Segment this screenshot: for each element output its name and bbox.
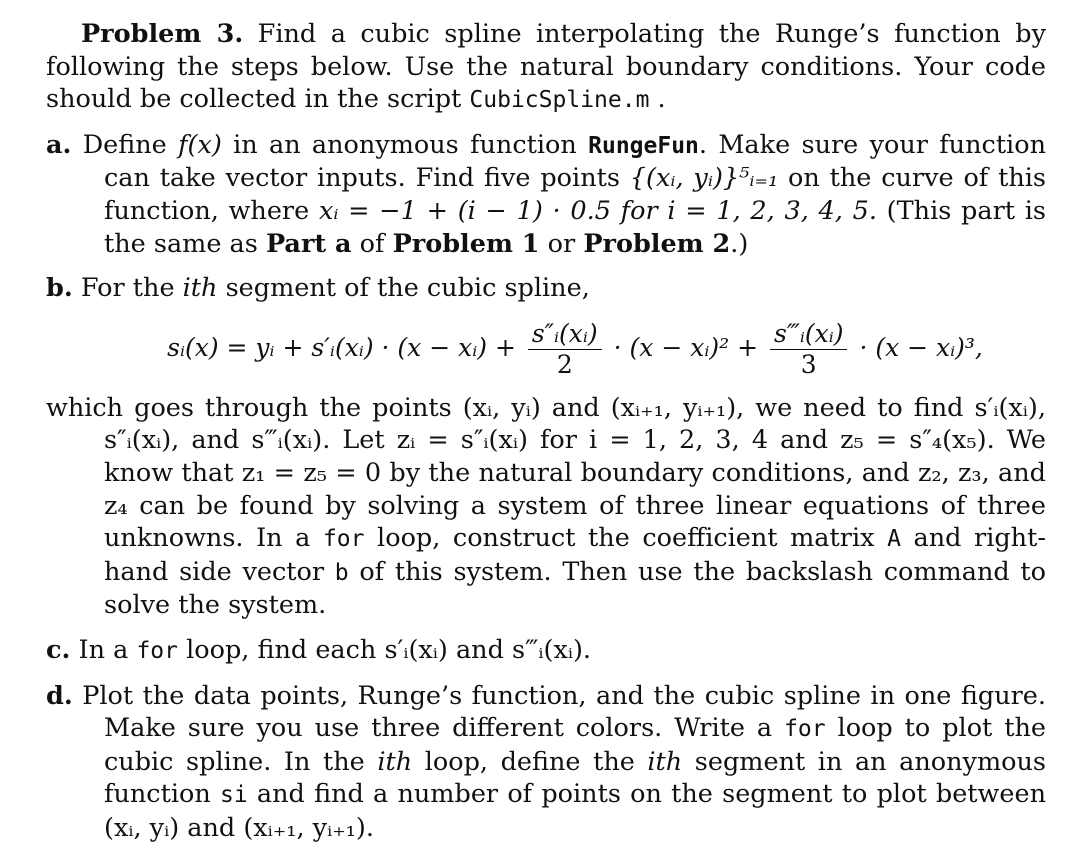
part-d-label: d. — [46, 681, 73, 711]
part-a-label: a. — [46, 130, 71, 160]
code-for-keyword: for — [323, 526, 365, 552]
part-b-label: b. — [46, 273, 73, 303]
problem-heading: Problem 3. — [81, 19, 243, 49]
fraction-third-derivative — [770, 319, 848, 380]
part-a-text: . Make sure your function can take vector inputs. Find five points — [104, 130, 1046, 194]
part-a-text: or — [540, 229, 584, 259]
intro-text-2: . — [649, 84, 665, 114]
problem-2-ref: Problem 2 — [583, 229, 730, 259]
part-a — [46, 129, 1046, 260]
math-ith: ith — [647, 747, 682, 777]
math-point-set: {(xᵢ, yᵢ)}⁵ᵢ₌₁ — [630, 163, 778, 193]
part-d-text: and find a number of points on the segment to plot between (xᵢ, yᵢ) and (xᵢ₊₁, yᵢ₊₁). — [104, 779, 1046, 843]
part-c-label: c. — [46, 635, 70, 665]
math-fx: f(x) — [178, 130, 222, 160]
problem-1-ref: Problem 1 — [393, 229, 540, 259]
spline-equation — [46, 319, 1046, 380]
math-ith: ith — [377, 747, 412, 777]
fraction-denominator: 3 — [770, 350, 848, 380]
code-for-keyword: for — [136, 638, 178, 664]
part-a-text: in an anonymous function — [222, 130, 588, 160]
fraction-denominator: 2 — [528, 350, 602, 380]
problem-document — [46, 18, 1046, 844]
math-xi-formula: xᵢ = −1 + (i − 1) · 0.5 for i = 1, 2, 3, 4, 5. — [319, 196, 877, 226]
part-d-text: loop to plot the cubic spline. In the — [104, 713, 1046, 777]
fraction-numerator: s″ᵢ(xᵢ) — [528, 319, 602, 350]
code-si: si — [220, 782, 248, 808]
part-a-ref: Part a — [266, 229, 352, 259]
part-b-text: which goes through the points (xᵢ, yᵢ) and (xᵢ₊₁, yᵢ₊₁), we need to find s′ᵢ(xᵢ), s″ᵢ(xᵢ), and s‴ᵢ(xᵢ). Let zᵢ = s″ᵢ(xᵢ) for i = 1, 2, 3, 4 and z₅ = s″₄(x₅). We know that z₁ = z₅ = 0 by the natural boundary conditions, and z₂, z₃, and z₄ can be found by solving a system of three linear equations of three unknowns. In a — [46, 393, 1046, 553]
part-c — [46, 634, 1046, 668]
equation-lhs: sᵢ(x) = yᵢ + s′ᵢ(xᵢ) · (x − xᵢ) + — [167, 333, 516, 362]
part-d-text: Plot the data points, Runge’s function, and the cubic spline in one figure. Make sure you use three different colors. Write a — [73, 681, 1046, 744]
part-a-text: Define — [71, 130, 178, 160]
part-d-text: loop, define the — [412, 747, 647, 777]
math-ith: ith — [183, 273, 218, 303]
part-c-text: In a — [70, 635, 136, 665]
fraction-second-derivative — [528, 319, 602, 380]
part-b-text: and right-hand side vector — [104, 523, 1046, 587]
part-d — [46, 680, 1046, 844]
script-name: CubicSpline.m — [469, 87, 649, 113]
part-b-text: For the — [73, 273, 183, 303]
part-b-continuation — [46, 392, 1046, 622]
part-a-text: of — [352, 229, 393, 259]
fraction-numerator: s‴ᵢ(xᵢ) — [770, 319, 848, 350]
code-matrix-a: A — [887, 526, 901, 552]
part-a-text: .) — [730, 229, 748, 259]
intro-text-1: Find a cubic spline interpolating the Runge’s function by following the steps below. Use the natural boundary conditions. Your code should be collected in the script — [46, 19, 1046, 114]
part-d-text: segment in an anonymous function — [104, 747, 1046, 810]
part-a-text: on the curve of this function, where — [104, 163, 1046, 226]
equation-middle: · (x − xᵢ)² + — [614, 333, 758, 362]
equation-end: · (x − xᵢ)³, — [859, 333, 982, 362]
code-for-keyword: for — [784, 716, 826, 742]
problem-intro — [46, 18, 1046, 117]
part-a-text: (This part is the same as — [104, 196, 1046, 259]
function-name: RungeFun — [588, 133, 699, 159]
part-b-text: segment of the cubic spline, — [217, 273, 589, 303]
part-c-text: loop, find each s′ᵢ(xᵢ) and s‴ᵢ(xᵢ). — [178, 635, 591, 665]
part-b-text: of this system. Then use the backslash command to solve the system. — [104, 557, 1046, 621]
part-b-text: loop, construct the coefficient matrix — [364, 523, 887, 553]
code-vector-b: b — [335, 560, 349, 586]
part-b — [46, 272, 1046, 622]
